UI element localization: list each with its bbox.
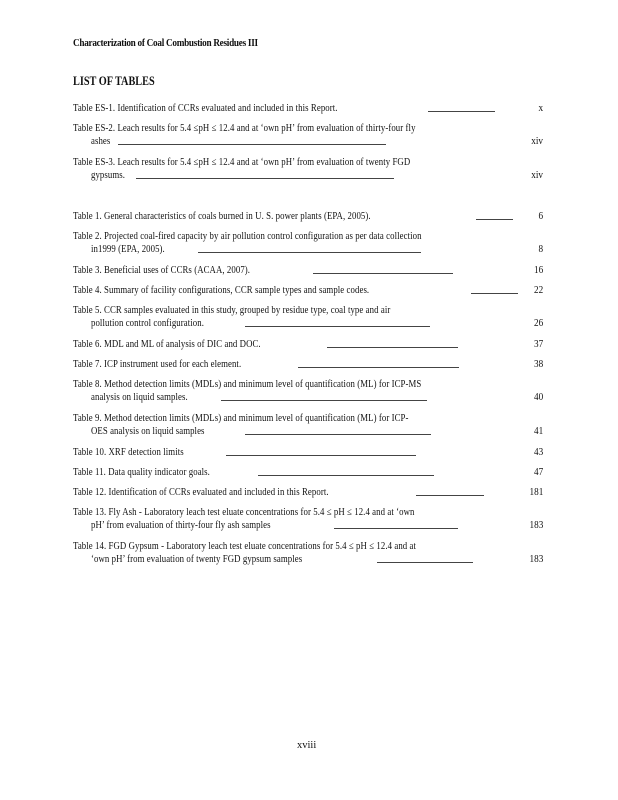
leader-line (327, 347, 458, 348)
leader-line (221, 400, 427, 401)
toc-entry-title: Table 12. Identification of CCRs evaluated and included in this Report. (73, 487, 329, 498)
toc-entry-title: Table ES-3. Leach results for 5.4 ≤pH ≤ 12.4 and at ‘own pH’ from evaluation of twenty FGD (73, 157, 411, 168)
toc-entry-title: Table 8. Method detection limits (MDLs) and minimum level of quantification (ML) for ICP-MS (73, 379, 422, 390)
toc-entry-title: Table 6. MDL and ML of analysis of DIC and DOC. (73, 339, 261, 350)
toc-entry[interactable] (73, 210, 543, 223)
toc-page-number: 8 (538, 244, 543, 255)
toc-entry-title: Table 3. Beneficial uses of CCRs (ACAA, 2007). (73, 265, 251, 276)
toc-entry-title-continued: gypsums. (91, 170, 126, 181)
leader-line (334, 528, 458, 529)
toc-page-number: x (538, 103, 543, 114)
toc-entry[interactable] (73, 230, 543, 256)
toc-entry-title: Table 11. Data quality indicator goals. (73, 467, 210, 478)
toc-entry-title: Table 9. Method detection limits (MDLs) and minimum level of quantification (ML) for ICP- (73, 413, 409, 424)
toc-page-number: xiv (531, 170, 543, 181)
toc-entry[interactable] (73, 446, 543, 459)
report-header: Characterization of Coal Combustion Residues III (73, 38, 258, 49)
toc-entry[interactable] (73, 358, 543, 371)
toc-page-number: 183 (529, 554, 543, 565)
toc-page-number: 37 (533, 339, 543, 350)
leader-line (298, 367, 459, 368)
toc-entry[interactable] (73, 284, 543, 297)
toc-entry[interactable] (73, 486, 543, 499)
toc-entry-title-continued: OES analysis on liquid samples (91, 426, 205, 437)
toc-entry-title: Table ES-1. Identification of CCRs evaluated and included in this Report. (73, 103, 338, 114)
toc-page-number: 16 (533, 265, 543, 276)
leader-line (416, 495, 484, 496)
toc-entry-title: Table 7. ICP instrument used for each element. (73, 359, 242, 370)
toc-page-number: 47 (533, 467, 543, 478)
leader-line (377, 562, 473, 563)
toc-page-number: xiv (531, 136, 543, 147)
leader-line (313, 273, 453, 274)
toc-entry[interactable] (73, 540, 543, 566)
toc-entry[interactable] (73, 506, 543, 532)
toc-entry[interactable] (73, 156, 543, 182)
leader-line (258, 475, 434, 476)
toc-entry-title-continued: in1999 (EPA, 2005). (91, 244, 165, 255)
toc-entry-title: Table ES-2. Leach results for 5.4 ≤pH ≤ 12.4 and at ‘own pH’ from evaluation of thirty-four fly (73, 123, 416, 134)
toc-page-number: 26 (533, 318, 543, 329)
toc-entry-title: Table 4. Summary of facility configurations, CCR sample types and sample codes. (73, 285, 370, 296)
toc-entry[interactable] (73, 412, 543, 438)
toc-entry[interactable] (73, 264, 543, 277)
toc-page-number: 181 (529, 487, 543, 498)
leader-line (118, 144, 386, 145)
leader-line (198, 252, 421, 253)
toc-page-number: 40 (533, 392, 543, 403)
toc-entry-title-continued: ‘own pH’ from evaluation of twenty FGD gypsum samples (91, 554, 303, 565)
toc-page-number: 43 (533, 447, 543, 458)
leader-line (476, 219, 513, 220)
toc-entry-title: Table 13. Fly Ash - Laboratory leach test eluate concentrations for 5.4 ≤ pH ≤ 12.4 and at ‘own (73, 507, 415, 518)
leader-line (428, 111, 495, 112)
leader-line (245, 434, 431, 435)
toc-entry-title: Table 10. XRF detection limits (73, 447, 184, 458)
toc-entry-title: Table 5. CCR samples evaluated in this study, grouped by residue type, coal type and air (73, 305, 391, 316)
leader-line (471, 293, 518, 294)
toc-entry-title: Table 1. General characteristics of coals burned in U. S. power plants (EPA, 2005). (73, 211, 371, 222)
leader-line (245, 326, 430, 327)
toc-entry[interactable] (73, 338, 543, 351)
toc-entry[interactable] (73, 466, 543, 479)
toc-entry[interactable] (73, 378, 543, 404)
section-title: LIST OF TABLES (73, 74, 155, 88)
toc-entry-title-continued: pollution control configuration. (91, 318, 204, 329)
toc-entry[interactable] (73, 304, 543, 330)
toc-page-number: 41 (533, 426, 543, 437)
toc-entry-title-continued: ashes (91, 136, 111, 147)
leader-line (226, 455, 416, 456)
toc-entry-title: Table 14. FGD Gypsum - Laboratory leach test eluate concentrations for 5.4 ≤ pH ≤ 12.4 and at (73, 541, 417, 552)
toc-entry[interactable] (73, 122, 543, 148)
toc-entry[interactable] (73, 102, 543, 115)
toc-page-number: 183 (529, 520, 543, 531)
toc-page-number: 6 (538, 211, 543, 222)
toc-page-number: 38 (533, 359, 543, 370)
toc-entry-title-continued: pH’ from evaluation of thirty-four fly ash samples (91, 520, 271, 531)
toc-entry-title: Table 2. Projected coal-fired capacity by air pollution control configuration as per data collection (73, 231, 422, 242)
toc-page-number: 22 (533, 285, 543, 296)
leader-line (136, 178, 394, 179)
page-number: xviii (297, 740, 317, 751)
toc-entry-title-continued: analysis on liquid samples. (91, 392, 188, 403)
